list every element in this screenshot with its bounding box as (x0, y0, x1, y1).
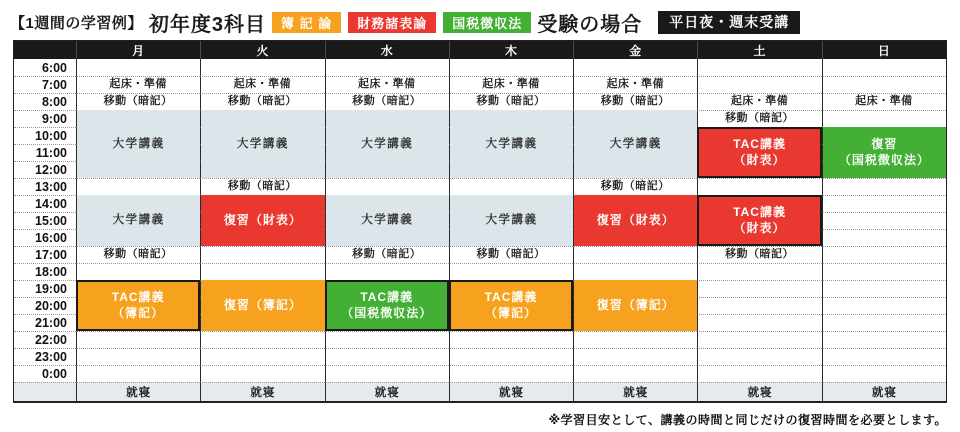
schedule-cell (76, 348, 200, 365)
event-label-line: 移動（暗記） (476, 248, 546, 261)
event-label-line: 移動（暗記） (103, 248, 173, 261)
event-label-line: 復習 (871, 136, 898, 151)
schedule-cell (573, 331, 697, 348)
schedule-cell (449, 178, 573, 195)
event-block (201, 195, 324, 246)
event-block (325, 76, 449, 93)
schedule-cell (697, 178, 821, 195)
event-block (697, 127, 821, 178)
event-block (697, 195, 821, 246)
sleep-cell: 就寝 (76, 382, 200, 401)
event-block (76, 280, 200, 331)
title-prefix: 【1週間の学習例】 (10, 14, 143, 32)
schedule-grid (13, 40, 947, 403)
event-block (77, 195, 200, 246)
event-label-line: 大学講義 (236, 137, 289, 150)
event-label-line: （簿記） (484, 305, 537, 320)
schedule-cell (697, 297, 821, 314)
schedule-cell (325, 348, 449, 365)
schedule-cell (449, 59, 573, 76)
event-block (450, 110, 573, 178)
event-label-line: TAC講義 (484, 289, 538, 304)
time-label: 6:00 (41, 60, 67, 75)
schedule-cell (573, 348, 697, 365)
title-suffix: 受験の場合 (537, 13, 643, 36)
event-block (822, 93, 946, 110)
event-label-line: 起床・準備 (233, 78, 292, 91)
time-label: 20:00 (14, 297, 76, 314)
schedule-cell (822, 297, 946, 314)
event-label-line: 移動（暗記） (725, 112, 795, 125)
event-block (76, 246, 200, 263)
schedule-cell (200, 59, 324, 76)
event-label-line: （国税徴収法） (341, 305, 433, 320)
event-block (325, 246, 449, 263)
time-label: 17:00 (14, 246, 76, 263)
event-block (697, 93, 821, 110)
event-block (201, 280, 324, 331)
schedule-cell (200, 365, 324, 382)
time-label: 14:00 (14, 195, 76, 212)
schedule-cell (822, 331, 946, 348)
schedule-cell (325, 365, 449, 382)
sleep-cell: 就寝 (449, 382, 573, 401)
schedule-cell (697, 348, 821, 365)
event-block (574, 110, 697, 178)
schedule-cell (449, 348, 573, 365)
event-block (76, 93, 200, 110)
time-label: 12:00 (14, 161, 76, 178)
schedule-cell (822, 365, 946, 382)
schedule-cell (573, 246, 697, 263)
event-block (574, 195, 697, 246)
event-label-line: 復習（財表） (596, 212, 675, 227)
event-label-line: 移動（暗記） (725, 248, 795, 261)
schedule-cell (325, 331, 449, 348)
schedule-cell (822, 212, 946, 229)
schedule-cell (822, 314, 946, 331)
schedule-cell (76, 59, 200, 76)
schedule-cell (325, 178, 449, 195)
event-label-line: 移動（暗記） (352, 248, 422, 261)
page-title (0, 0, 960, 36)
subject-badge: 簿 記 論 (272, 12, 341, 33)
event-block (200, 76, 324, 93)
event-label-line: 復習（簿記） (223, 297, 302, 312)
schedule-cell (697, 331, 821, 348)
event-label-line: 大学講義 (361, 214, 414, 227)
subject-badge: 国税徴収法 (443, 12, 531, 33)
schedule-cell (325, 59, 449, 76)
event-label-line: 起床・準備 (357, 78, 416, 91)
sleep-cell: 就寝 (325, 382, 449, 401)
schedule-cell (697, 263, 821, 280)
event-block (823, 127, 946, 178)
event-label-line: 起床・準備 (855, 95, 913, 108)
event-block (449, 76, 573, 93)
event-block (200, 93, 324, 110)
schedule-cell (449, 263, 573, 280)
time-label: 18:00 (14, 263, 76, 280)
event-block (697, 246, 821, 263)
event-label-line: 大学講義 (112, 137, 165, 150)
schedule-cell (822, 59, 946, 76)
day-header-1: 月 (76, 41, 200, 59)
event-label-line: 大学講義 (485, 137, 538, 150)
event-label-line: 移動（暗記） (227, 95, 297, 108)
day-header-4: 木 (449, 41, 573, 59)
event-block (325, 280, 449, 331)
schedule-cell (822, 263, 946, 280)
day-header-5: 金 (573, 41, 697, 59)
event-label-line: 起床・準備 (730, 95, 789, 108)
event-block (77, 110, 200, 178)
event-label-line: TAC講義 (733, 136, 786, 151)
sleep-cell: 就寝 (573, 382, 697, 401)
event-label-line: 移動（暗記） (600, 180, 670, 193)
schedule-cell (200, 348, 324, 365)
event-label-line: 大学講義 (112, 214, 165, 227)
event-label-line: 起床・準備 (482, 78, 540, 91)
event-label-line: （国税徴収法） (838, 152, 930, 167)
event-label-line: 大学講義 (485, 214, 538, 227)
event-block (573, 178, 697, 195)
event-block (450, 195, 573, 246)
event-label-line: TAC講義 (360, 289, 414, 304)
event-label-line: （財表） (733, 220, 786, 235)
schedule-cell (573, 59, 697, 76)
event-block (573, 93, 697, 110)
schedule-cell (200, 246, 324, 263)
time-label: 0:00 (14, 365, 76, 382)
sleep-cell: 就寝 (822, 382, 946, 401)
schedule-cell (76, 331, 200, 348)
event-block (573, 76, 697, 93)
schedule-cell (822, 110, 946, 127)
time-label: 22:00 (14, 331, 76, 348)
event-block (697, 110, 821, 127)
event-block (449, 93, 573, 110)
schedule-cell (449, 365, 573, 382)
sleep-cell-time (14, 382, 76, 401)
subject-badges (272, 12, 531, 33)
event-block (76, 76, 200, 93)
event-label-line: （簿記） (112, 305, 165, 320)
schedule-cell (697, 59, 821, 76)
time-label: 19:00 (14, 280, 76, 297)
time-label: 13:00 (14, 178, 76, 195)
event-label-line: 移動（暗記） (103, 95, 173, 108)
schedule-cell (200, 263, 324, 280)
day-header-2: 火 (200, 41, 324, 59)
sleep-cell: 就寝 (200, 382, 324, 401)
time-label: 21:00 (14, 314, 76, 331)
time-label: 11:00 (14, 144, 76, 161)
event-block (326, 110, 449, 178)
schedule-cell (200, 331, 324, 348)
event-label-line: 大学講義 (361, 137, 414, 150)
time-label: 9:00 (14, 110, 76, 127)
event-label-line: 移動（暗記） (600, 95, 670, 108)
schedule-cell (573, 263, 697, 280)
schedule-cell (822, 178, 946, 195)
time-column-header (14, 41, 76, 59)
subject-badge: 財務諸表論 (348, 12, 436, 33)
schedule-cell (76, 263, 200, 280)
event-block (449, 246, 573, 263)
event-label-line: 起床・準備 (109, 78, 167, 91)
day-header-6: 土 (697, 41, 821, 59)
schedule-cell (449, 331, 573, 348)
schedule-cell (325, 263, 449, 280)
schedule-cell (76, 178, 200, 195)
sleep-cell: 就寝 (697, 382, 821, 401)
event-label-line: （財表） (733, 152, 786, 167)
time-label: 16:00 (14, 229, 76, 246)
day-header-7: 日 (822, 41, 946, 59)
event-label-line: 移動（暗記） (227, 180, 297, 193)
event-label-line: 大学講義 (609, 137, 662, 150)
event-block (200, 178, 324, 195)
schedule-cell (76, 365, 200, 382)
day-header-3: 水 (325, 41, 449, 59)
event-block (449, 280, 573, 331)
schedule-cell (697, 365, 821, 382)
schedule-cell (573, 365, 697, 382)
time-label: 10:00 (14, 127, 76, 144)
event-label-line: 復習（簿記） (596, 297, 675, 312)
schedule-cell (822, 195, 946, 212)
schedule-cell (697, 314, 821, 331)
time-label: 15:00 (14, 212, 76, 229)
schedule-cell (697, 76, 821, 93)
time-label: 23:00 (14, 348, 76, 365)
title-main: 初年度3科目 (148, 13, 266, 36)
schedule-cell (697, 280, 821, 297)
event-label-line: 起床・準備 (606, 78, 665, 91)
event-label-line: 移動（暗記） (476, 95, 546, 108)
event-block (574, 280, 697, 331)
schedule-cell (822, 280, 946, 297)
event-label-line: TAC講義 (733, 204, 786, 219)
event-block (326, 195, 449, 246)
mode-badge: 平日夜・週末受講 (658, 11, 800, 34)
event-label-line: TAC講義 (111, 289, 165, 304)
schedule-cell (822, 229, 946, 246)
time-label: 7:00 (14, 76, 76, 93)
event-label-line: 復習（財表） (223, 212, 302, 227)
event-block (325, 93, 449, 110)
schedule-cell (822, 246, 946, 263)
event-block (201, 110, 324, 178)
schedule-cell (822, 348, 946, 365)
schedule-cell (822, 76, 946, 93)
time-label: 8:00 (14, 93, 76, 110)
footnote: ※学習目安として、講義の時間と同じだけの復習時間を必要とします。 (548, 413, 947, 427)
event-label-line: 移動（暗記） (352, 95, 422, 108)
